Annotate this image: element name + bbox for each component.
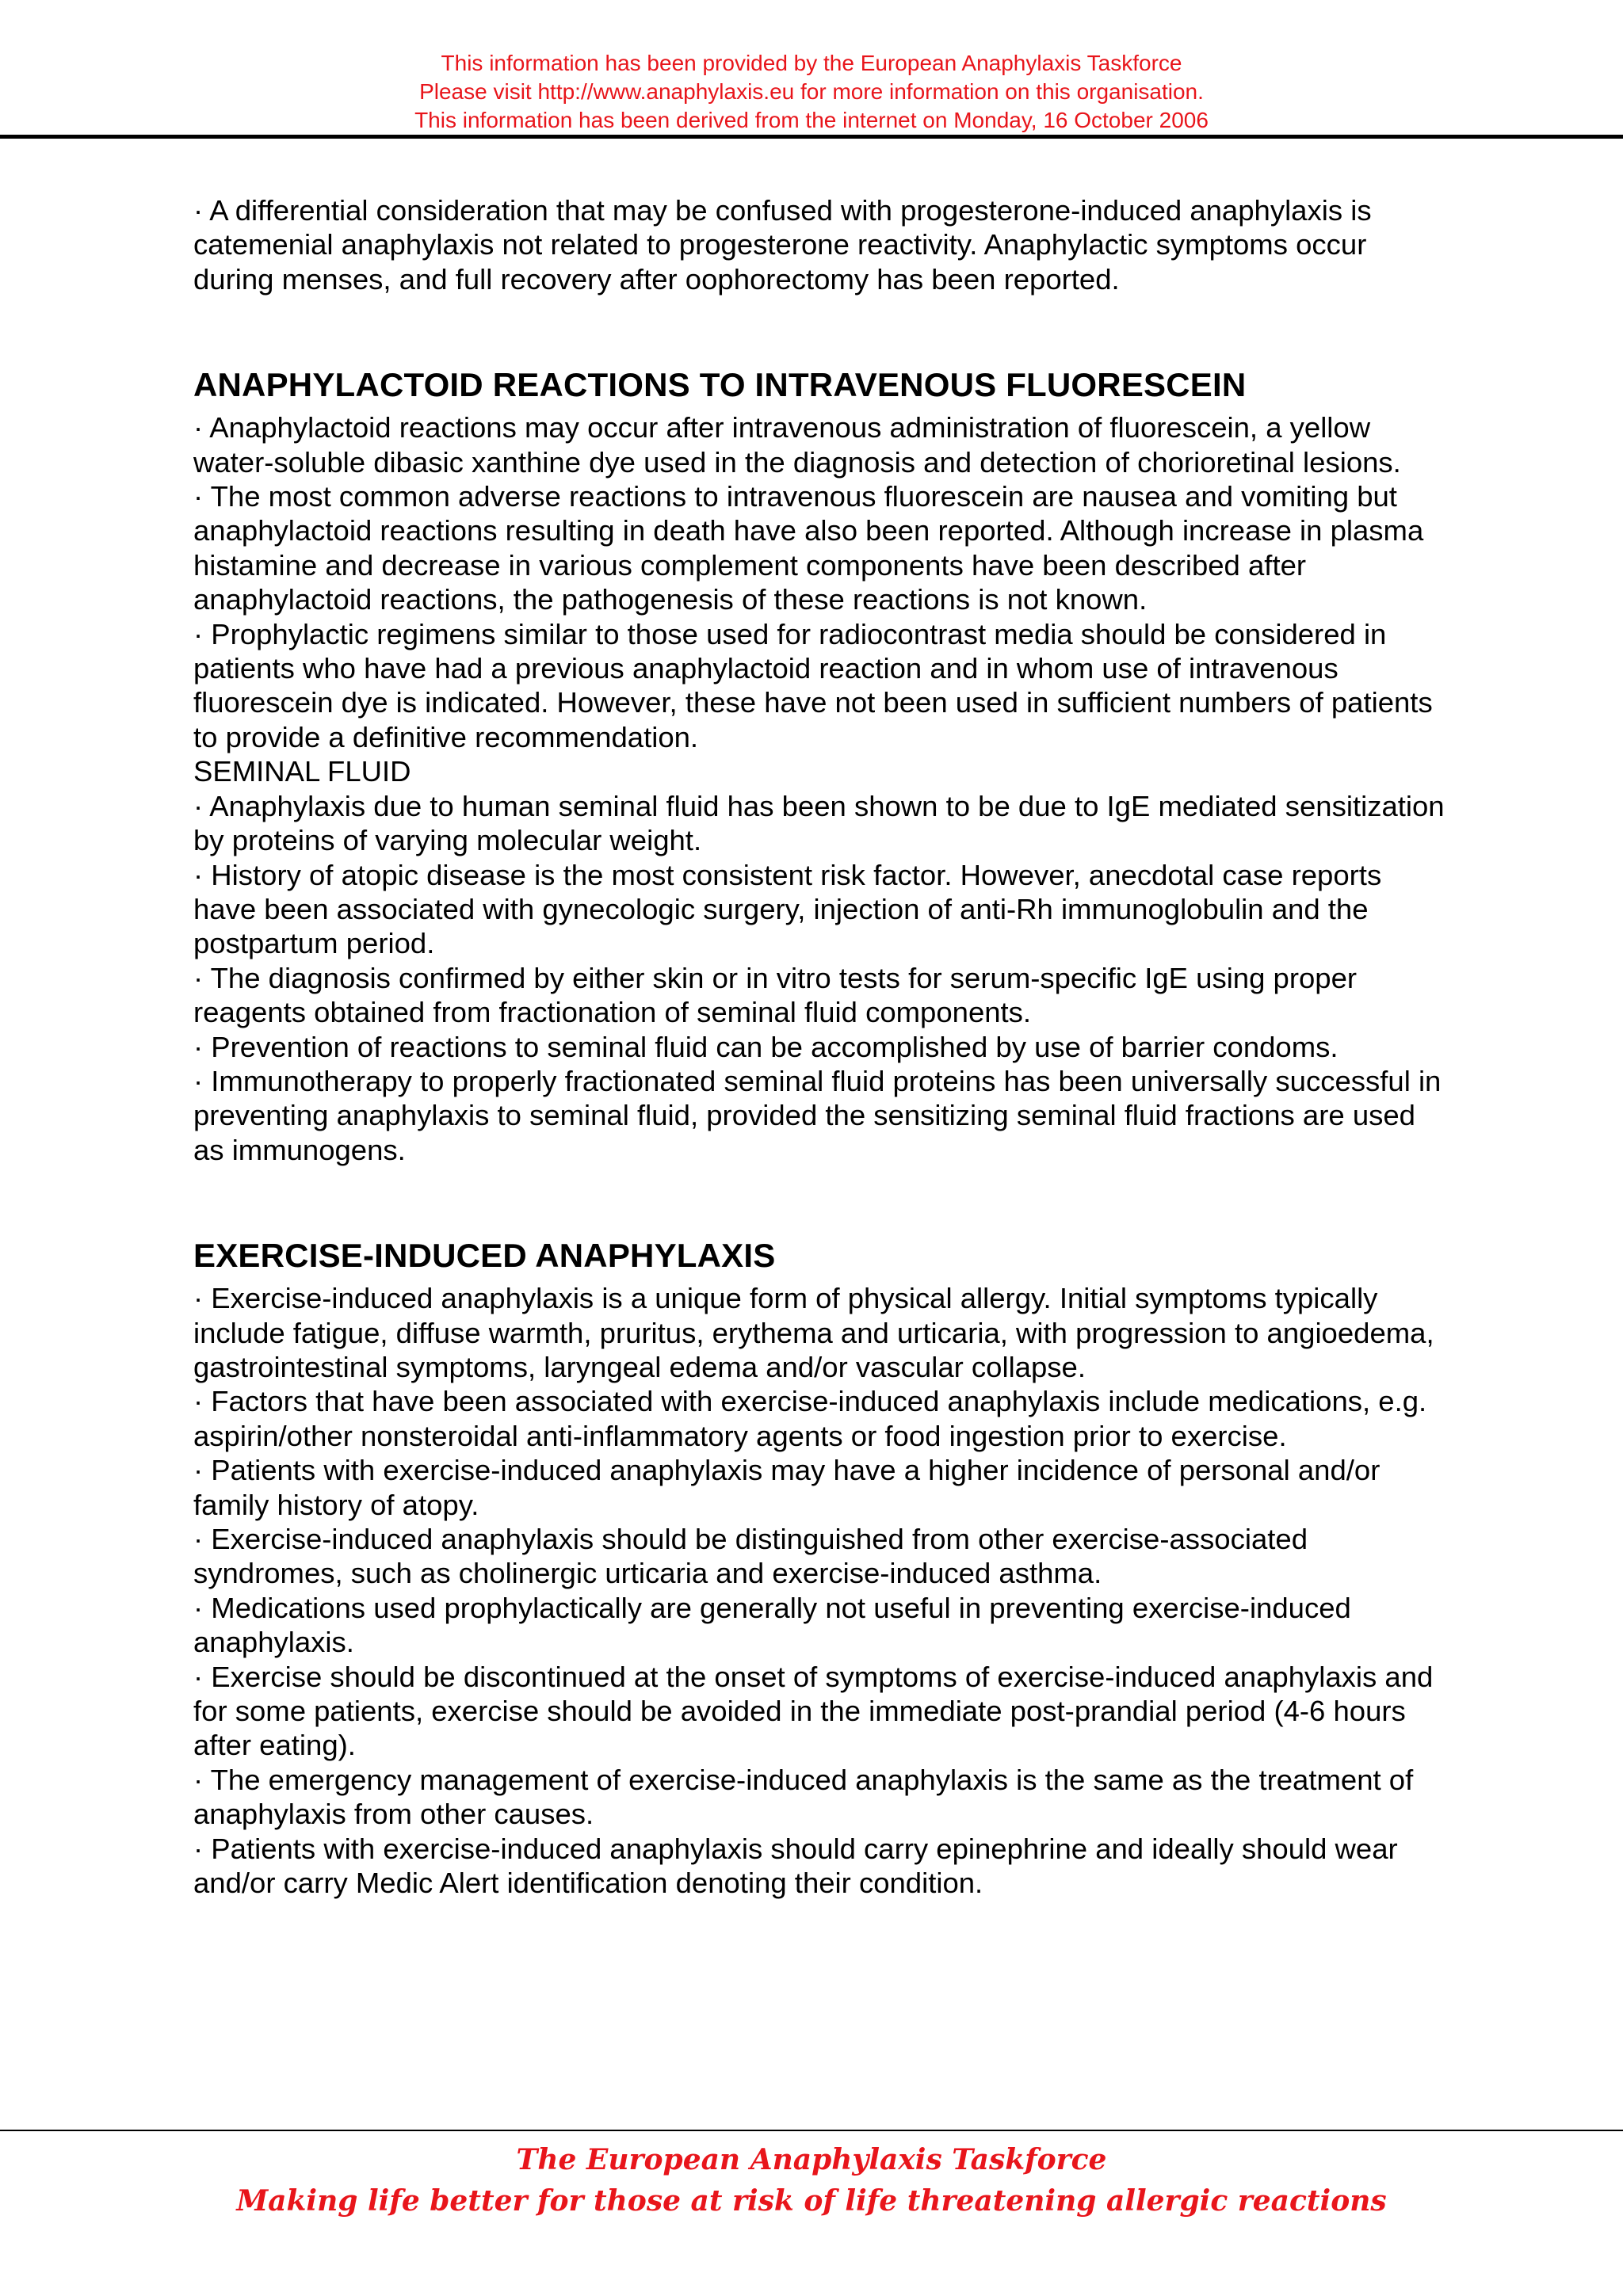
section-exercise — [193, 1235, 1445, 1900]
footer-divider — [0, 2130, 1623, 2131]
subheading-seminal-fluid: SEMINAL FLUID — [193, 755, 411, 788]
section-heading-exercise: EXERCISE-INDUCED ANAPHYLAXIS — [193, 1237, 776, 1275]
source-notice-line-1: This information has been provided by the European Anaphylaxis Taskforce — [441, 51, 1182, 75]
section-spacer — [193, 1167, 1445, 1235]
intro-paragraph: · A differential consideration that may be confused with progesterone-induced anaphylaxis is catemenial anaphylaxis not related to progesterone reactivity. Anaphylactic symptoms occur during menses, and full recovery after oophorectomy has been reported. — [193, 194, 1372, 296]
section-fluorescein — [193, 364, 1445, 1167]
paragraph: · Prophylactic regimens similar to those used for radiocontrast media should be considered in patients who have had a previous anaphylactoid reaction and in whom use of intravenous fluorescein dye is indicated. However, these have not been used in sufficient numbers of patients to provide a definitive recommendation. — [193, 617, 1433, 753]
document-body — [193, 193, 1445, 1900]
paragraph: · Patients with exercise-induced anaphylaxis may have a higher incidence of personal and/or family history of atopy. — [193, 1454, 1381, 1521]
paragraph: · The diagnosis confirmed by either skin or in vitro tests for serum-specific IgE using proper reagents obtained from fractionation of seminal fluid components. — [193, 961, 1358, 1029]
footer-slogan: Making life better for those at risk of life threatening allergic reactions — [236, 2184, 1387, 2218]
paragraph: · Immunotherapy to properly fractionated seminal fluid proteins has been universally successful in preventing anaphylaxis to seminal fluid, provided the sensitizing seminal fluid fractions are used as immunogens. — [193, 1064, 1442, 1166]
paragraph: · Prevention of reactions to seminal fluid can be accomplished by use of barrier condoms. — [193, 1030, 1338, 1063]
paragraph: · Medications used prophylactically are generally not useful in preventing exercise-induced anaphylaxis. — [193, 1591, 1351, 1659]
paragraph: · Exercise-induced anaphylaxis is a unique form of physical allergy. Initial symptoms typically include fatigue, diffuse warmth, pruritus, erythema and urticaria, with progression to angioedema, gastrointestinal symptoms, laryngeal edema and/or vascular collapse. — [193, 1282, 1434, 1383]
paragraph: · Exercise-induced anaphylaxis should be distinguished from other exercise-associated syndromes, such as cholinergic urticaria and exercise-induced asthma. — [193, 1523, 1308, 1590]
section-spacer — [193, 296, 1445, 364]
intro-block — [193, 193, 1445, 296]
footer-organisation-name: The European Anaphylaxis Taskforce — [516, 2143, 1107, 2176]
paragraph: · History of atopic disease is the most consistent risk factor. However, anecdotal case reports have been associated with gynecologic surgery, injection of anti-Rh immunoglobulin and the postpartum period. — [193, 858, 1382, 960]
section-heading-fluorescein: ANAPHYLACTOID REACTIONS TO INTRAVENOUS FLUORESCEIN — [193, 366, 1247, 404]
source-notice-line-2: Please visit http://www.anaphylaxis.eu for more information on this organisation. — [419, 79, 1204, 104]
paragraph: · Anaphylactoid reactions may occur after intravenous administration of fluorescein, a yellow water-soluble dibasic xanthine dye used in the diagnosis and detection of chorioretinal lesions. — [193, 411, 1401, 479]
paragraph: · The emergency management of exercise-induced anaphylaxis is the same as the treatment of anaphylaxis from other causes. — [193, 1763, 1414, 1831]
paragraph: · Patients with exercise-induced anaphylaxis should carry epinephrine and ideally should wear and/or carry Medic Alert identification denoting their condition. — [193, 1832, 1398, 1900]
source-notice — [0, 49, 1623, 135]
header-divider — [0, 135, 1623, 139]
paragraph: · The most common adverse reactions to intravenous fluorescein are nausea and vomiting but anaphylactoid reactions resulting in death have also been reported. Although increase in plasma histamine and decrease in various complement components have been described after anaphylactoid reactions, the pathogenesis of these reactions is not known. — [193, 480, 1424, 616]
source-notice-line-3: This information has been derived from the internet on Monday, 16 October 2006 — [414, 108, 1209, 132]
paragraph: · Anaphylaxis due to human seminal fluid has been shown to be due to IgE mediated sensitization by proteins of varying molecular weight. — [193, 789, 1445, 857]
paragraph: · Exercise should be discontinued at the onset of symptoms of exercise-induced anaphylaxis and for some patients, exercise should be avoided in the immediate post-prandial period (4-6 hours after eating). — [193, 1660, 1434, 1762]
paragraph: · Factors that have been associated with exercise-induced anaphylaxis include medications, e.g. aspirin/other nonsteroidal anti-inflammatory agents or food ingestion prior to exercise. — [193, 1385, 1427, 1452]
footer-tagline — [0, 2139, 1623, 2222]
